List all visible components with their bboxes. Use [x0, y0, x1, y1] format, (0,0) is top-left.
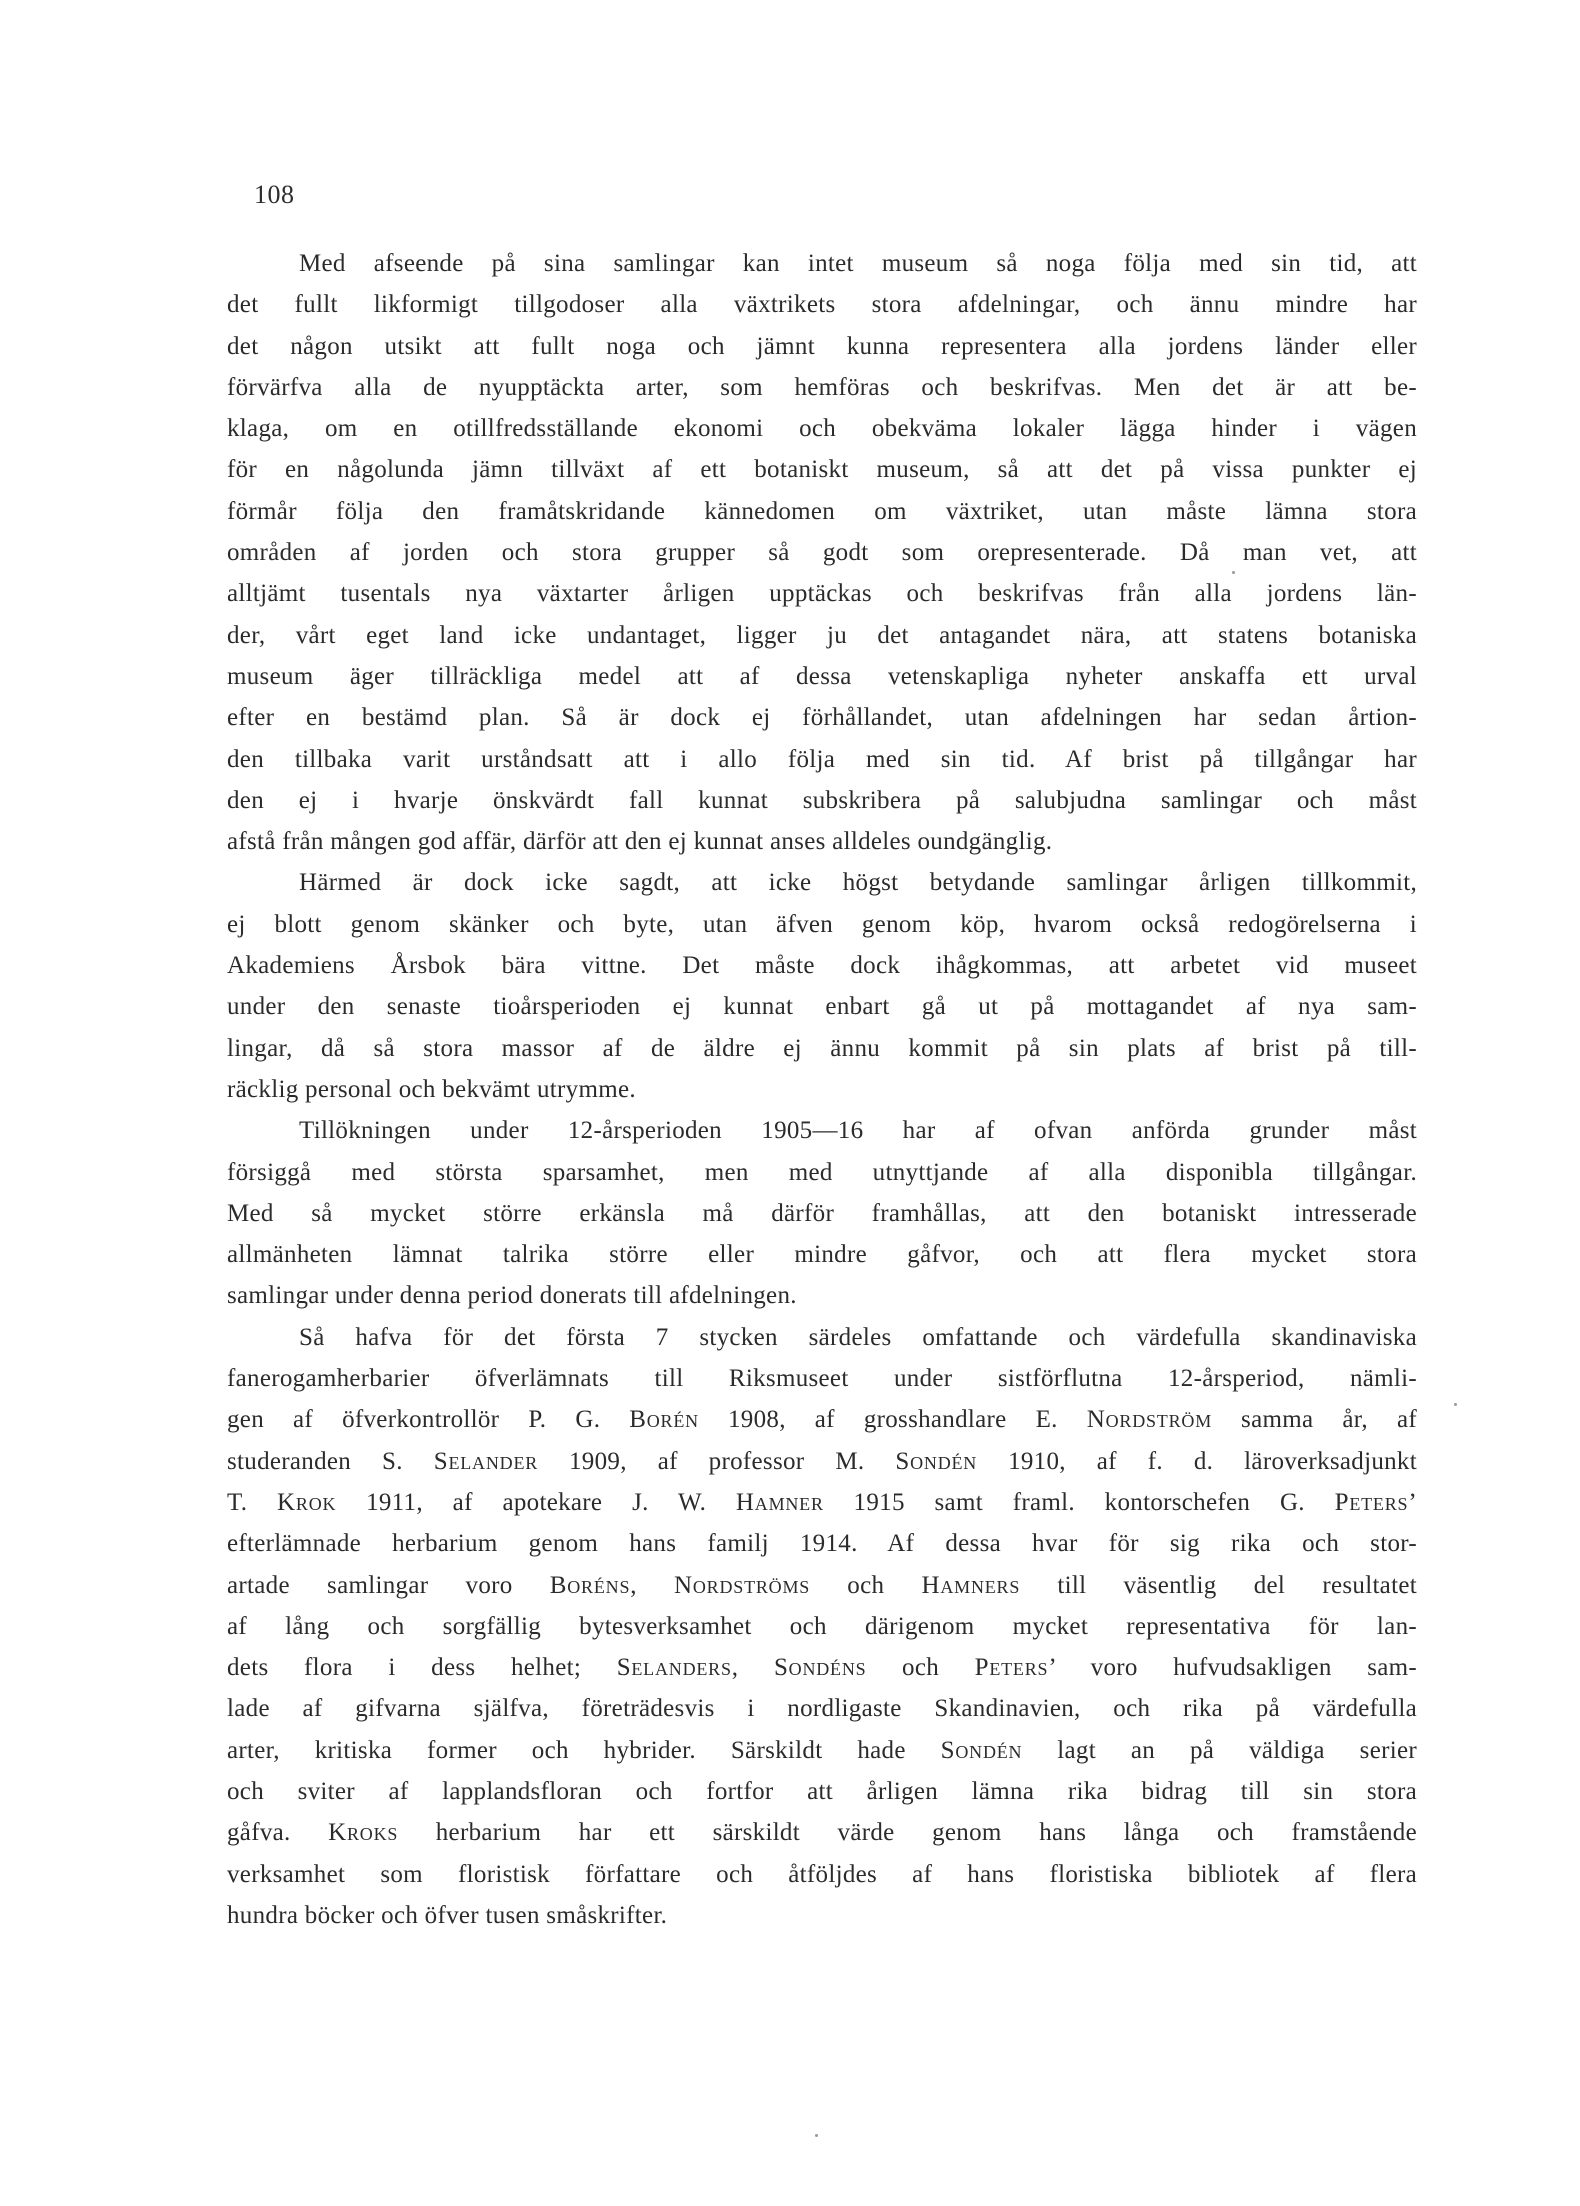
line-text: 1908, af grosshandlare E.	[698, 1406, 1087, 1434]
line-text: verksamhet som floristisk författare och åtföljdes af hans floristiska bibliotek af flera	[227, 1860, 1417, 1888]
line-text: Härmed är dock icke sagdt, att icke högst betydande samlingar årligen tillkommit,	[299, 869, 1417, 897]
line-text: det fullt likformigt tillgodoser alla växtrikets stora afdelningar, och ännu mindre har	[227, 291, 1417, 319]
line-text: 1909, af professor M.	[538, 1447, 896, 1475]
text-line	[227, 945, 1417, 986]
line-text: alltjämt tusentals nya växtarter årligen upptäckas och beskrifvas från alla jordens län-	[227, 580, 1417, 608]
text-line	[227, 1028, 1417, 1069]
text-line	[227, 491, 1417, 532]
name-small-caps: Selanders	[616, 1654, 732, 1682]
line-text: allmänheten lämnat talrika större eller mindre gåfvor, och att flera mycket stora	[227, 1241, 1417, 1269]
name-small-caps: Nordström	[1086, 1406, 1213, 1434]
text-line	[227, 1812, 1417, 1853]
name-small-caps: Sondén	[895, 1447, 978, 1475]
text-line	[227, 1523, 1417, 1564]
line-text: efter en bestämd plan. Så är dock ej förhållandet, utan afdelningen har sedan årtion-	[227, 704, 1417, 732]
text-line	[227, 904, 1417, 945]
line-text: ,	[630, 1571, 675, 1599]
text-line	[227, 573, 1417, 614]
line-text: klaga, om en otillfredsställande ekonomi och obekväma lokaler lägga hinder i vägen	[227, 415, 1417, 443]
text-line	[227, 1152, 1417, 1193]
text-line	[227, 1275, 1417, 1316]
line-text: 1910, af f. d. läroverksadjunkt	[977, 1447, 1417, 1475]
line-text: der, vårt eget land icke undantaget, ligger ju det antagandet nära, att statens botaniska	[227, 621, 1417, 649]
text-line	[227, 1854, 1417, 1895]
line-text: för en någolunda jämn tillväxt af ett botaniskt museum, så att det på vissa punkter ej	[227, 456, 1417, 484]
name-small-caps: Boréns	[549, 1571, 631, 1599]
name-small-caps: Selander	[433, 1447, 539, 1475]
line-text: Med så mycket större erkänsla må därför framhållas, att den botaniskt intresserade	[227, 1199, 1417, 1227]
line-text: räcklig personal och bekvämt utrymme.	[227, 1075, 636, 1103]
line-text: till väsentlig del resultatet	[1020, 1571, 1417, 1599]
text-line	[227, 739, 1417, 780]
text-line	[227, 1110, 1417, 1151]
line-text: försiggå med största sparsamhet, men med utnyttjande af alla disponibla tillgångar.	[227, 1158, 1417, 1186]
print-speck	[1232, 571, 1235, 574]
line-text: samma år, af	[1212, 1406, 1417, 1434]
line-text: gen af öfverkontrollör P. G.	[227, 1406, 630, 1434]
line-text: ’	[1408, 1488, 1417, 1516]
name-small-caps: Hamner	[735, 1488, 824, 1516]
text-line	[227, 821, 1417, 862]
text-line	[227, 1606, 1417, 1647]
text-line	[227, 284, 1417, 325]
line-text: arter, kritiska former och hybrider. Särskildt hade	[227, 1736, 941, 1764]
text-line	[227, 862, 1417, 903]
line-text: och	[810, 1571, 922, 1599]
line-text: områden af jorden och stora grupper så godt som orepresenterade. Då man vet, att	[227, 539, 1417, 567]
line-text: Akademiens Årsbok bära vittne. Det måste dock ihågkommas, att arbetet vid museet	[227, 952, 1417, 980]
line-text: Så hafva för det första 7 stycken särdeles omfattande och värdefulla skandinaviska	[299, 1323, 1417, 1351]
name-small-caps: Hamners	[921, 1571, 1021, 1599]
name-small-caps: Nordströms	[674, 1571, 811, 1599]
text-line	[227, 1193, 1417, 1234]
line-text: lagt an på väldiga serier	[1022, 1736, 1417, 1764]
name-small-caps: Peters	[974, 1654, 1049, 1682]
line-text: afstå från mången god affär, därför att den ej kunnat anses alldeles oundgänglig.	[227, 828, 1053, 856]
line-text: lade af gifvarna själfva, företrädesvis i nordligaste Skandinavien, och rika på värdefulla	[227, 1695, 1417, 1723]
line-text: den tillbaka varit urståndsatt att i allo följa med sin tid. Af brist på tillgångar har	[227, 745, 1417, 773]
line-text: af lång och sorgfällig bytesverksamhet och därigenom mycket representativa för lan-	[227, 1612, 1417, 1640]
page-number: 108	[254, 180, 295, 209]
text-line	[227, 1358, 1417, 1399]
line-text: och sviter af lapplandsfloran och fortfor att årligen lämna rika bidrag till sin stora	[227, 1777, 1417, 1805]
text-line	[227, 1647, 1417, 1688]
line-text: under den senaste tioårsperioden ej kunnat enbart gå ut på mottagandet af nya sam-	[227, 993, 1417, 1021]
name-small-caps: Krok	[277, 1488, 337, 1516]
text-line	[227, 1565, 1417, 1606]
name-small-caps: Borén	[629, 1406, 699, 1434]
line-text: herbarium har ett särskildt värde genom hans långa och framstående	[398, 1819, 1417, 1847]
line-text: lingar, då så stora massor af de äldre ej ännu kommit på sin plats af brist på till-	[227, 1034, 1417, 1062]
line-text: artade samlingar voro	[227, 1571, 550, 1599]
line-text: ,	[731, 1654, 774, 1682]
line-text: den ej i hvarje önskvärdt fall kunnat subskribera på salubjudna samlingar och måst	[227, 786, 1417, 814]
text-line	[227, 1482, 1417, 1523]
text-line	[227, 780, 1417, 821]
name-small-caps: Sondéns	[773, 1654, 867, 1682]
text-line	[227, 1069, 1417, 1110]
line-text: och	[866, 1654, 975, 1682]
text-line	[227, 532, 1417, 573]
name-small-caps: Sondén	[940, 1736, 1023, 1764]
text-line	[227, 1771, 1417, 1812]
line-text: fanerogamherbarier öfverlämnats till Riksmuseet under sistförflutna 12-årsperiod, nämli-	[227, 1365, 1417, 1393]
line-text: 1911, af apotekare J. W.	[336, 1488, 736, 1516]
text-line	[227, 1234, 1417, 1275]
text-line	[227, 367, 1417, 408]
line-text: dets flora i dess helhet;	[227, 1654, 617, 1682]
text-line	[227, 615, 1417, 656]
line-text: samlingar under denna period donerats till afdelningen.	[227, 1282, 797, 1310]
text-line	[227, 243, 1417, 284]
name-small-caps: Kroks	[328, 1819, 399, 1847]
text-line	[227, 656, 1417, 697]
text-line	[227, 1688, 1417, 1729]
line-text: ej blott genom skänker och byte, utan äfven genom köp, hvarom också redogörelserna i	[227, 910, 1417, 938]
text-line	[227, 1399, 1417, 1440]
line-text: Med afseende på sina samlingar kan intet museum så noga följa med sin tid, att	[299, 250, 1417, 277]
line-text: efterlämnade herbarium genom hans familj 1914. Af dessa hvar för sig rika och stor-	[227, 1530, 1417, 1558]
text-line	[227, 449, 1417, 490]
text-line	[227, 1730, 1417, 1771]
text-line	[227, 408, 1417, 449]
line-text: T.	[227, 1488, 278, 1516]
text-line	[227, 326, 1417, 367]
line-text: det någon utsikt att fullt noga och jämnt kunna representera alla jordens länder eller	[227, 332, 1417, 360]
line-text: gåfva.	[227, 1819, 329, 1847]
name-small-caps: Peters	[1334, 1488, 1409, 1516]
text-line	[227, 986, 1417, 1027]
text-line	[227, 1895, 1417, 1936]
line-text: hundra böcker och öfver tusen småskrifter.	[227, 1901, 668, 1929]
text-line	[227, 1441, 1417, 1482]
text-line	[227, 697, 1417, 738]
body-text	[227, 243, 1417, 1936]
line-text: förmår följa den framåtskridande kännedomen om växtriket, utan måste lämna stora	[227, 497, 1417, 525]
print-speck	[815, 2134, 818, 2137]
line-text: Tillökningen under 12-årsperioden 1905—16 har af ofvan anförda grunder måst	[299, 1117, 1417, 1145]
line-text: museum äger tillräckliga medel att af dessa vetenskapliga nyheter anskaffa ett urval	[227, 662, 1417, 690]
text-line	[227, 1317, 1417, 1358]
print-speck	[1454, 1403, 1457, 1406]
line-text: ’ voro hufvudsakligen sam-	[1048, 1654, 1417, 1682]
line-text: förvärfva alla de nyupptäckta arter, som hemföras och beskrifvas. Men det är att be-	[227, 373, 1417, 401]
line-text: studeranden S.	[227, 1447, 434, 1475]
line-text: 1915 samt framl. kontorschefen G.	[823, 1488, 1335, 1516]
